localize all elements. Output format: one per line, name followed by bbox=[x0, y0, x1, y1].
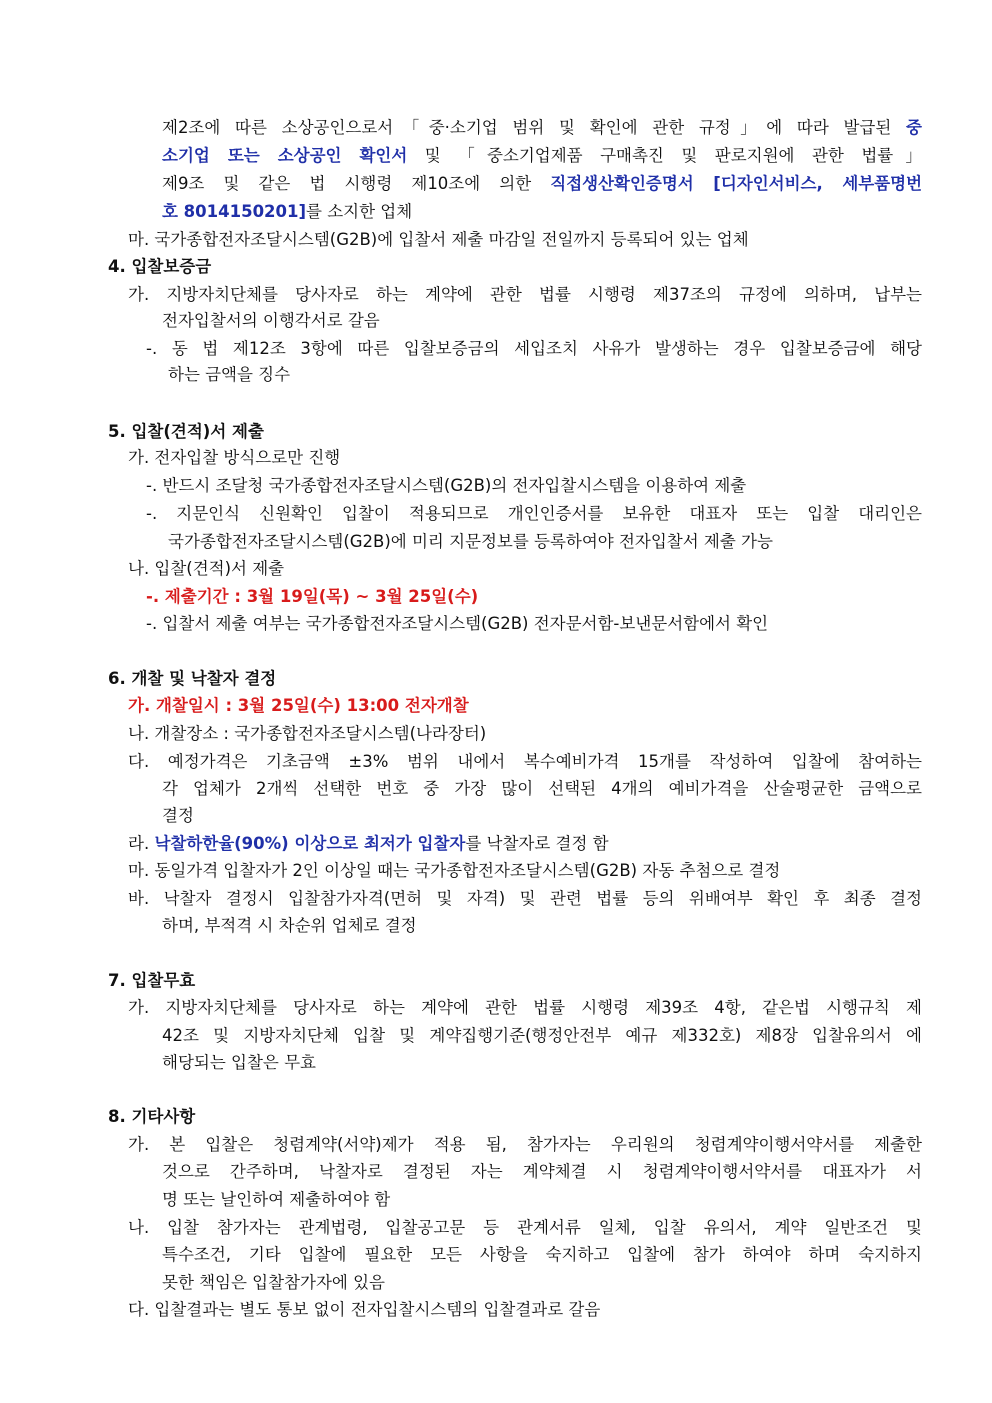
item-ma-g2b-registration: 마. 국가종합전자조달시스템(G2B)에 입찰서 제출 마감일 전일까지 등록되어 있는 업체 bbox=[128, 230, 749, 249]
sme-certificate-text: 중 bbox=[906, 118, 922, 137]
opening-place: 나. 개찰장소 : 국가종합전자조달시스템(나라장터) bbox=[128, 724, 487, 743]
sec6-item-ba-line-1: 바. 낙찰자 결정시 입찰참가자격(면허 및 자격) 및 관련 법률 등의 위배여부 확인 후 최종 결정 bbox=[128, 889, 922, 908]
direct-production-certificate-text: 직접생산확인증명서 [디자인서비스, 세부품명번 bbox=[550, 174, 923, 193]
sec6-item-da-line-1: 다. 예정가격은 기초금액 ±3% 범위 내에서 복수예비가격 15개를 작성하여 입찰에 참여하는 bbox=[128, 752, 922, 771]
sec4-dash-line-2: 하는 금액을 징수 bbox=[168, 365, 291, 384]
eligibility-line-1: 제2조에 따른 소상공인으로서「중·소기업 범위 및 확인에 관한 규정」에 따라 발급된 중 bbox=[162, 118, 922, 137]
sec5-dash-2-line-1: -. 지문인식 신원확인 입찰이 적용되므로 개인인증서를 보유한 대표자 또는 입찰 대리인은 bbox=[146, 504, 922, 523]
eligibility-line-2: 소기업 또는 소상공인 확인서 및 「중소기업제품 구매촉진 및 판로지원에 관한 법률」 bbox=[162, 146, 922, 165]
sec8-item-na-line-3: 못한 책임은 입찰참가자에 있음 bbox=[162, 1273, 385, 1292]
section-4-heading: 4. 입찰보증금 bbox=[108, 257, 212, 276]
sec8-item-ga-line-1: 가. 본 입찰은 청렴계약(서약)제가 적용 됨, 참가자는 우리원의 청렴계약이행서약서를 제출한 bbox=[128, 1135, 922, 1154]
sec4-item-ga-line-2: 전자입찰서의 이행각서로 갈음 bbox=[162, 311, 380, 330]
sec6-item-da-line-2: 각 업체가 2개씩 선택한 번호 중 가장 많이 선택된 4개의 예비가격을 산술평균한 금액으로 bbox=[162, 779, 922, 798]
section-8-heading: 8. 기타사항 bbox=[108, 1107, 196, 1126]
sec5-dash-4: -. 입찰서 제출 여부는 국가종합전자조달시스템(G2B) 전자문서함-보낸문서함에서 확인 bbox=[146, 614, 769, 633]
sec8-item-na-line-2: 특수조건, 기타 입찰에 필요한 모든 사항을 숙지하고 입찰에 참가 하여야 하며 숙지하지 bbox=[162, 1245, 922, 1264]
sec5-dash-1: -. 반드시 조달청 국가종합전자조달시스템(G2B)의 전자입찰시스템을 이용하여 제출 bbox=[146, 476, 747, 495]
eligibility-line-4: 호 8014150201]를 소지한 업체 bbox=[162, 202, 413, 221]
lower-limit-rate-text: 낙찰하한율(90%) 이상으로 최저가 입찰자 bbox=[154, 834, 466, 853]
sec4-item-ga-line-1: 가. 지방자치단체를 당사자로 하는 계약에 관한 법률 시행령 제37조의 규정에 의하며, 납부는 bbox=[128, 285, 922, 304]
sec6-item-ba-line-2: 하며, 부적격 시 차순위 업체로 결정 bbox=[162, 916, 417, 935]
sec5-item-na: 나. 입찰(견적)서 제출 bbox=[128, 559, 285, 578]
sec8-item-ga-line-3: 명 또는 날인하여 제출하여야 함 bbox=[162, 1190, 391, 1209]
sec7-item-ga-line-2: 42조 및 지방자치단체 입찰 및 계약집행기준(행정안전부 예규 제332호) 제8장 입찰유의서 에 bbox=[162, 1026, 922, 1045]
submission-period: -. 제출기간 : 3월 19일(목) ~ 3월 25일(수) bbox=[146, 587, 479, 606]
section-5-heading: 5. 입찰(견적)서 제출 bbox=[108, 422, 264, 441]
section-7-heading: 7. 입찰무효 bbox=[108, 971, 196, 990]
sec7-item-ga-line-1: 가. 지방자치단체를 당사자로 하는 계약에 관한 법률 시행령 제39조 4항, 같은법 시행규칙 제 bbox=[128, 998, 922, 1017]
sec6-item-ra: 라. 낙찰하한율(90%) 이상으로 최저가 입찰자를 낙찰자로 결정 함 bbox=[128, 834, 609, 853]
sec6-item-da-line-3: 결정 bbox=[162, 806, 194, 825]
sme-certificate-text: 소기업 또는 소상공인 확인서 bbox=[162, 146, 408, 165]
eligibility-line-3: 제9조 및 같은 법 시행령 제10조에 의한 직접생산확인증명서 [디자인서비스, 세부품명번 bbox=[162, 174, 923, 193]
opening-datetime: 가. 개찰일시 : 3월 25일(수) 13:00 전자개찰 bbox=[128, 696, 469, 715]
sec8-item-ga-line-2: 것으로 간주하며, 낙찰자로 결정된 자는 계약체결 시 청렴계약이행서약서를 대표자가 서 bbox=[162, 1162, 922, 1181]
sec4-dash-line-1: -. 동 법 제12조 3항에 따른 입찰보증금의 세입조치 사유가 발생하는 경우 입찰보증금에 해당 bbox=[146, 339, 922, 358]
sec6-item-ma: 마. 동일가격 입찰자가 2인 이상일 때는 국가종합전자조달시스템(G2B) 자동 추첨으로 결정 bbox=[128, 861, 781, 880]
sec8-item-na-line-1: 나. 입찰 참가자는 관계법령, 입찰공고문 등 관계서류 일체, 입찰 유의서, 계약 일반조건 및 bbox=[128, 1218, 922, 1237]
sec8-item-da: 다. 입찰결과는 별도 통보 없이 전자입찰시스템의 입찰결과로 갈음 bbox=[128, 1300, 601, 1319]
sec5-dash-2-line-2: 국가종합전자조달시스템(G2B)에 미리 지문정보를 등록하여야 전자입찰서 제출 가능 bbox=[168, 532, 773, 551]
product-code-text: 호 8014150201] bbox=[162, 202, 307, 221]
section-6-heading: 6. 개찰 및 낙찰자 결정 bbox=[108, 669, 277, 688]
sec7-item-ga-line-3: 해당되는 입찰은 무효 bbox=[162, 1053, 316, 1072]
sec5-item-ga: 가. 전자입찰 방식으로만 진행 bbox=[128, 448, 341, 467]
